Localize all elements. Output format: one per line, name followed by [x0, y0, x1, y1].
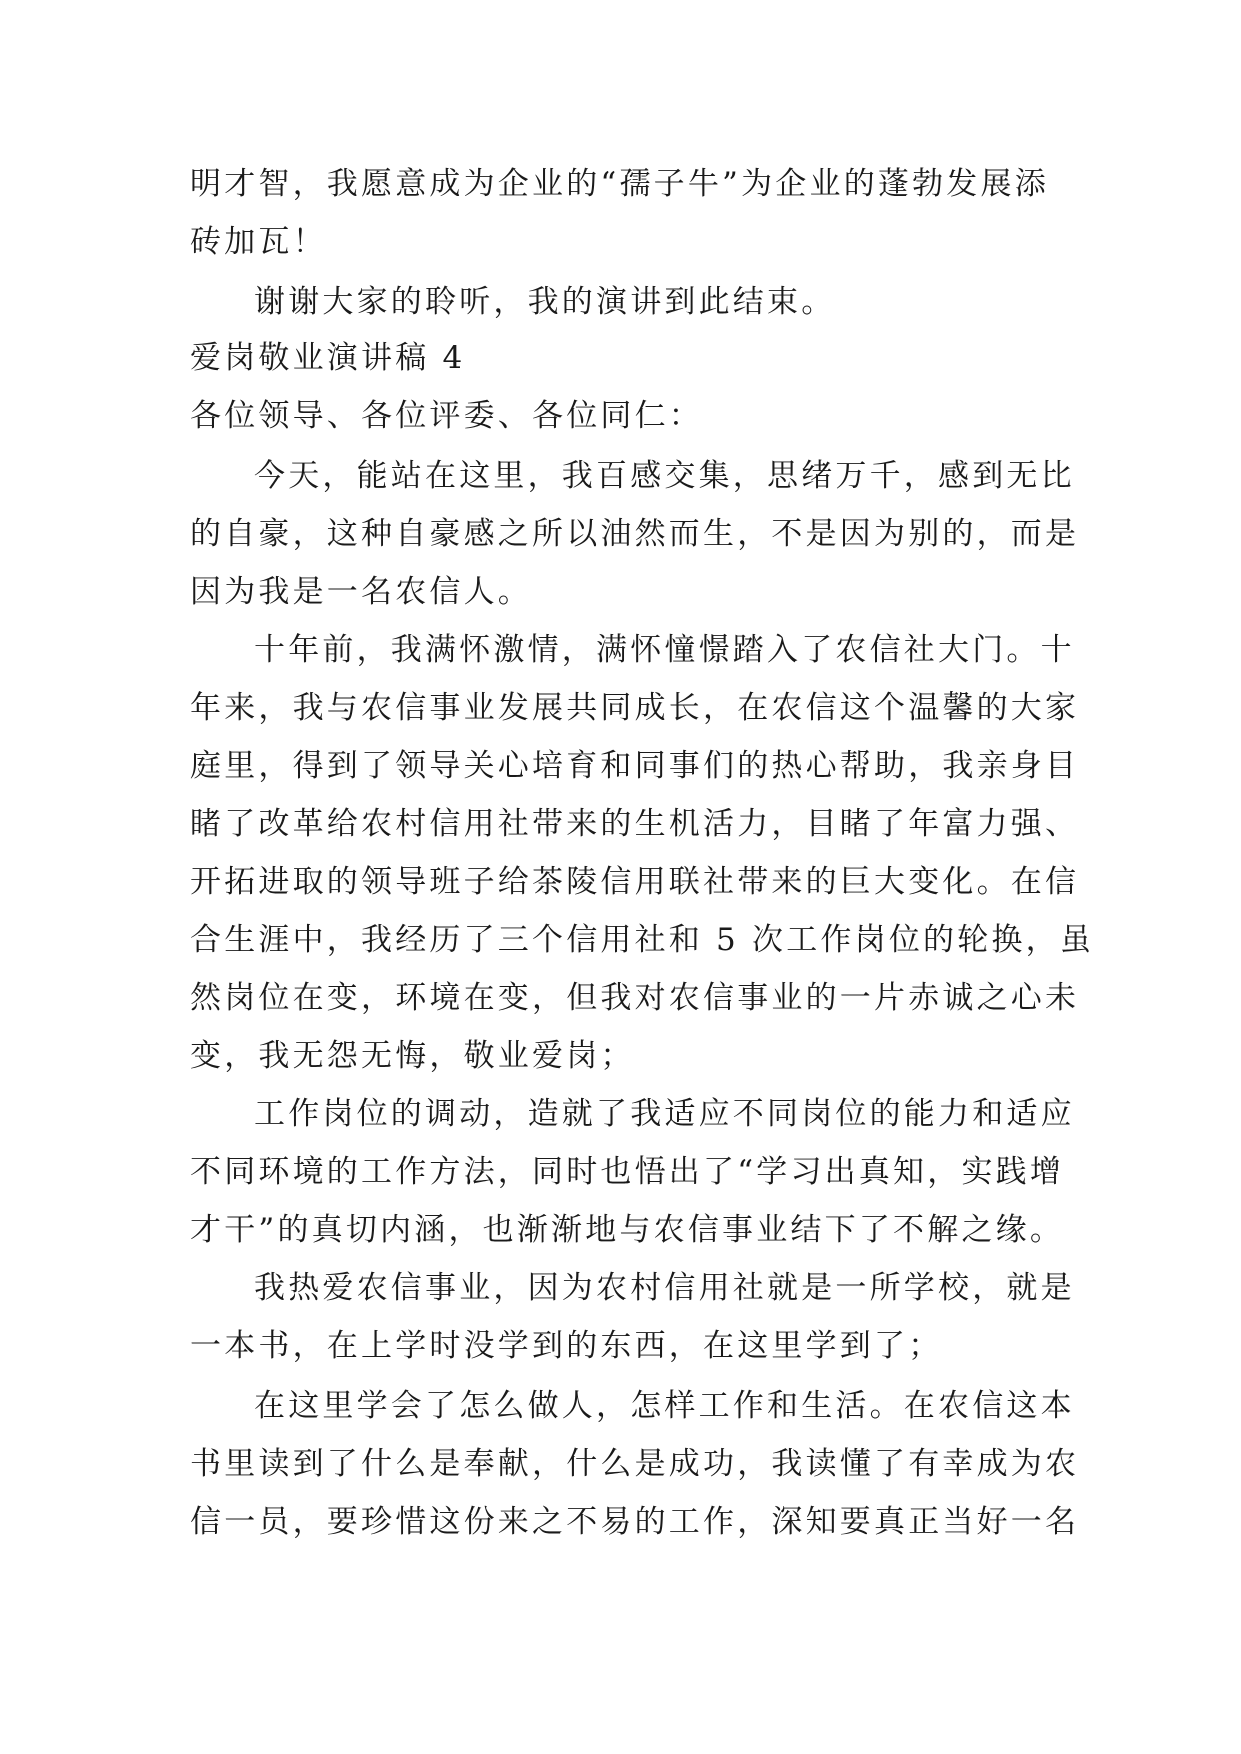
section-heading: 爱岗敬业演讲稿 4 [190, 340, 466, 376]
text-line: 的自豪，这种自豪感之所以油然而生，不是因为别的，而是 [190, 516, 1080, 552]
text-line: 砖加瓦！ [190, 224, 327, 260]
text-line: 才干”的真切内涵，也渐渐地与农信事业结下了不解之缘。 [190, 1212, 1065, 1248]
text-line: 庭里，得到了领导关心培育和同事们的热心帮助，我亲身目 [190, 748, 1080, 784]
text-line: 变，我无怨无悔，敬业爱岗； [190, 1038, 635, 1074]
text-line: 睹了改革给农村信用社带来的生机活力，目睹了年富力强、 [190, 806, 1080, 842]
text-line: 年来，我与农信事业发展共同成长，在农信这个温馨的大家 [190, 690, 1080, 726]
text-line: 我热爱农信事业，因为农村信用社就是一所学校，就是 [254, 1270, 1075, 1306]
text-line: 明才智，我愿意成为企业的“孺子牛”为企业的蓬勃发展添 [190, 166, 1049, 202]
text-line: 因为我是一名农信人。 [190, 574, 532, 610]
text-line: 开拓进取的领导班子给茶陵信用联社带来的巨大变化。在信 [190, 864, 1080, 900]
text-line: 谢谢大家的聆听，我的演讲到此结束。 [254, 284, 836, 320]
text-line: 今天，能站在这里，我百感交集，思绪万千，感到无比 [254, 458, 1075, 494]
text-line: 不同环境的工作方法，同时也悟出了“学习出真知，实践增 [190, 1154, 1065, 1190]
text-line: 在这里学会了怎么做人，怎样工作和生活。在农信这本 [254, 1388, 1075, 1424]
text-line: 书里读到了什么是奉献，什么是成功，我读懂了有幸成为农 [190, 1446, 1080, 1482]
text-line: 一本书，在上学时没学到的东西，在这里学到了； [190, 1328, 943, 1364]
text-line: 工作岗位的调动，造就了我适应不同岗位的能力和适应 [254, 1096, 1075, 1132]
text-line: 然岗位在变，环境在变，但我对农信事业的一片赤诚之心未 [190, 980, 1080, 1016]
text-line: 合生涯中，我经历了三个信用社和 5 次工作岗位的轮换，虽 [190, 922, 1095, 958]
text-line: 信一员，要珍惜这份来之不易的工作，深知要真正当好一名 [190, 1504, 1080, 1540]
salutation: 各位领导、各位评委、各位同仁： [190, 398, 703, 434]
text-line: 十年前，我满怀激情，满怀憧憬踏入了农信社大门。十 [254, 632, 1075, 668]
